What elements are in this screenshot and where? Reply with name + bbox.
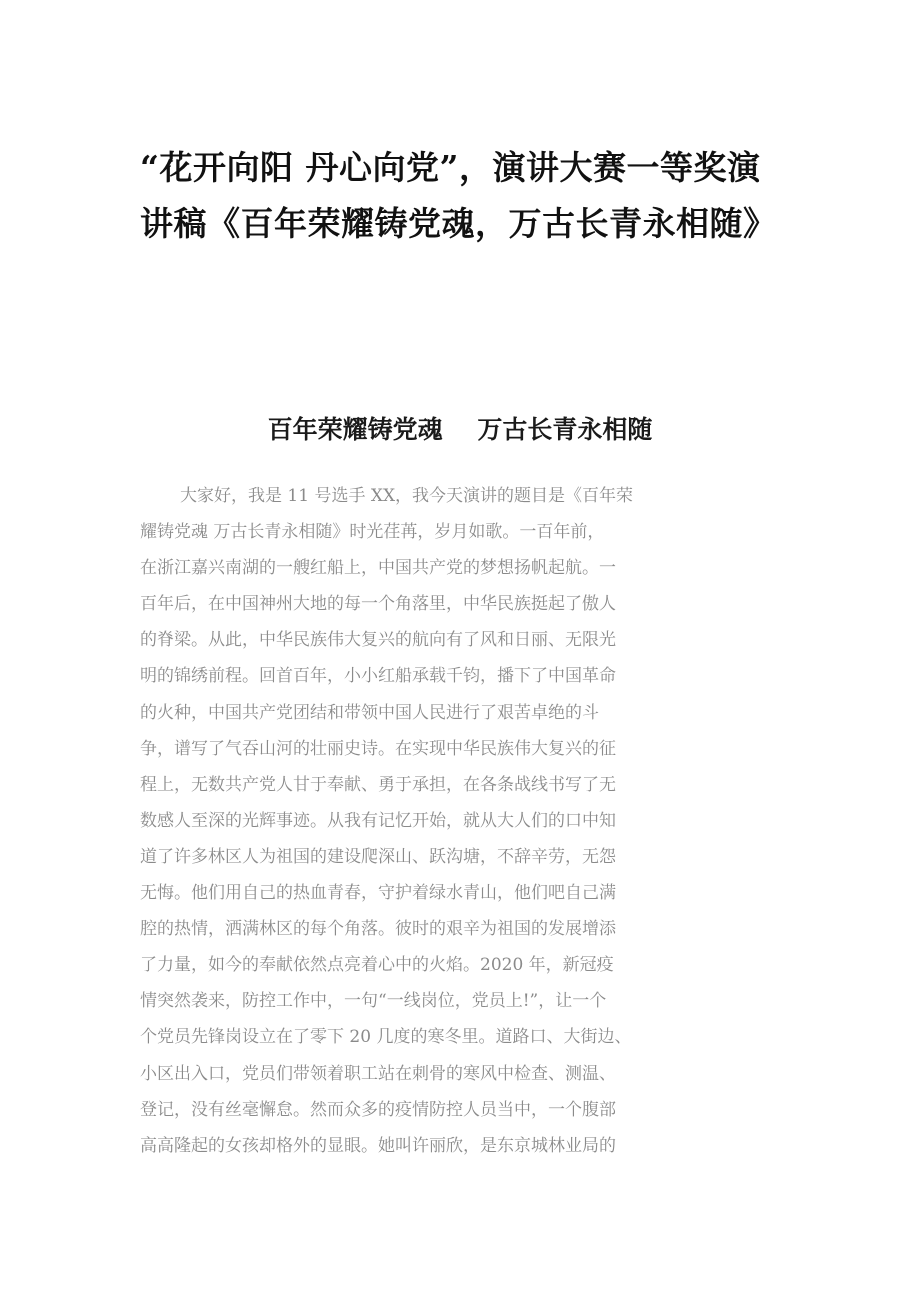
body-line: 耀铸党魂 万古长青永相随》时光荏苒，岁月如歌。一百年前， — [140, 522, 605, 543]
document-title-line-2: 讲稿《百年荣耀铸党魂，万古长青永相随》 — [140, 204, 777, 243]
body-line: 的脊梁。从此，中华民族伟大复兴的航向有了风和日丽、无限光 — [140, 630, 616, 651]
body-line: 数感人至深的光辉事迹。从我有记忆开始，就从大人们的口中知 — [140, 810, 616, 831]
body-line: 争，谱写了气吞山河的壮丽史诗。在实现中华民族伟大复兴的征 — [140, 738, 616, 759]
body-line: 百年后，在中国神州大地的每一个角落里，中华民族挺起了傲人 — [140, 594, 616, 615]
body-line: 明的锦绣前程。回首百年，小小红船承载千钧，播下了中国革命 — [140, 666, 616, 687]
body-line: 登记，没有丝毫懈怠。然而众多的疫情防控人员当中，一个腹部 — [140, 1099, 616, 1120]
body-line: 大家好，我是 11 号选手 XX，我今天演讲的题目是《百年荣 — [180, 486, 634, 506]
speech-heading: 百年荣耀铸党魂 万古长青永相随 — [267, 415, 653, 444]
body-line: 无悔。他们用自己的热血青春，守护着绿水青山，他们吧自己满 — [140, 883, 616, 904]
body-line: 的火种，中国共产党团结和带领中国人民进行了艰苦卓绝的斗 — [140, 702, 599, 723]
body-line: 腔的热情，洒满林区的每个角落。彼时的艰辛为祖国的发展增添 — [140, 919, 616, 940]
body-line: 在浙江嘉兴南湖的一艘红船上，中国共产党的梦想扬帆起航。一 — [140, 558, 616, 579]
body-line: 情突然袭来，防控工作中，一句“一线岗位，党员上!”，让一个 — [140, 991, 607, 1012]
body-line: 了力量，如今的奉献依然点亮着心中的火焰。2020 年，新冠疫 — [140, 955, 614, 976]
document-title-line-1: “花开向阳 丹心向党”，演讲大赛一等奖演 — [140, 148, 761, 187]
body-line: 程上，无数共产党人甘于奉献、勇于承担，在各条战线书写了无 — [140, 774, 616, 795]
body-line: 道了许多林区人为祖国的建设爬深山、跃沟塘，不辞辛劳，无怨 — [140, 846, 616, 867]
body-line: 个党员先锋岗设立在了零下 20 几度的寒冬里。道路口、大街边、 — [140, 1027, 632, 1048]
document-title — [140, 140, 800, 252]
body-line: 高高隆起的女孩却格外的显眼。她叫许丽欣，是东京城林业局的 — [140, 1135, 616, 1156]
speech-body — [140, 478, 800, 1164]
body-line: 小区出入口，党员们带领着职工站在刺骨的寒风中检查、测温、 — [140, 1063, 616, 1084]
